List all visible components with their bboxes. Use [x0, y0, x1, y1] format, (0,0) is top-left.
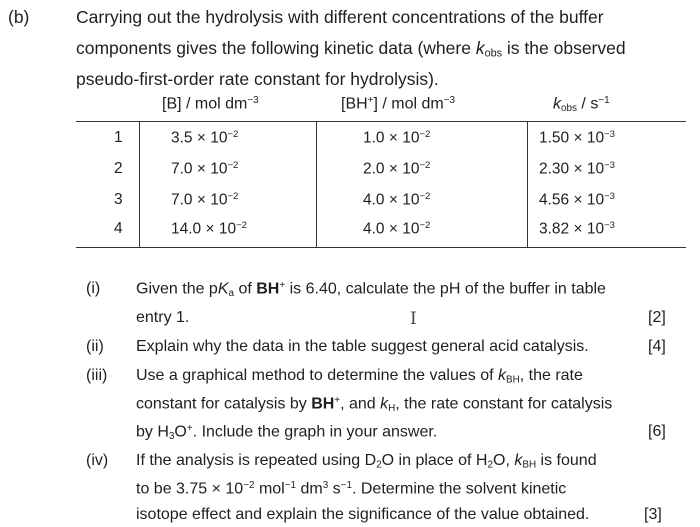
part-label: (b): [8, 7, 30, 27]
question-iv-line-3: isotope effect and explain the significance of the value obtained.: [136, 506, 590, 523]
question-i-label: (i): [86, 280, 101, 297]
table-divider-2: [316, 121, 317, 247]
table-divider-1: [139, 121, 140, 247]
question-ii-marks: [4]: [648, 338, 666, 355]
question-iv-line-1: If the analysis is repeated using $D_2O$ in place of $H_2O$, $k_{BH}$ is found: [136, 452, 597, 471]
row-1-bh: $1.0 \times 10^{-2}$: [363, 129, 431, 147]
question-i-line-1: Given the $pK_a$ of BH+ is 6.40, calculate the pH of the buffer in table: [136, 280, 606, 299]
question-iii-line-2: constant for catalysis by BH+, and $k_H$, the rate constant for catalysis: [136, 395, 613, 414]
table-divider-3: [527, 121, 528, 247]
question-iv-line-2: to be $3.75 \times 10^{-2}$ mol$^{-1}$ $dm^3$ $s^{-1}$. Determine the solvent kinetic: [136, 480, 567, 498]
question-iv-label: (iv): [86, 452, 109, 469]
row-1-k: $1.50 \times 10^{-3}$: [539, 129, 616, 147]
question-iii-line-1: Use a graphical method to determine the values of $k_{BH}$, the rate: [136, 367, 583, 386]
question-ii-label: (ii): [86, 338, 104, 355]
row-3-entry: 3: [114, 191, 123, 208]
row-2-bh: $2.0 \times 10^{-2}$: [363, 160, 431, 178]
row-2-entry: 2: [114, 160, 123, 177]
row-4-bh: $4.0 \times 10^{-2}$: [363, 220, 431, 238]
intro-line-2: components gives the following kinetic data (where $k_{obs}$ is the observed: [76, 38, 626, 60]
question-ii-line-1: Explain why the data in the table suggest general acid catalysis.: [136, 338, 589, 355]
header-b-concentration: [B] / mol $dm^{-3}$: [162, 95, 259, 113]
row-3-bh: $4.0 \times 10^{-2}$: [363, 191, 431, 209]
row-3-b: $7.0 \times 10^{-2}$: [171, 191, 239, 209]
table-bottom-rule: [76, 247, 686, 248]
row-4-b: $14.0 \times 10^{-2}$: [171, 220, 248, 238]
row-4-k: $3.82 \times 10^{-3}$: [539, 220, 616, 238]
question-i-marks: [2]: [648, 309, 666, 326]
row-2-b: $7.0 \times 10^{-2}$: [171, 160, 239, 178]
header-bh-concentration: [BH+] / mol $dm^{-3}$: [341, 95, 455, 113]
question-i-line-2: entry 1.: [136, 309, 190, 326]
intro-line-1: Carrying out the hydrolysis with different concentrations of the buffer: [76, 7, 604, 27]
question-iii-marks: [6]: [648, 423, 666, 440]
row-2-k: $2.30 \times 10^{-3}$: [539, 160, 616, 178]
text-cursor-icon: I: [410, 309, 417, 329]
row-1-b: $3.5 \times 10^{-2}$: [171, 129, 239, 147]
row-3-k: $4.56 \times 10^{-3}$: [539, 191, 616, 209]
row-1-entry: 1: [114, 129, 123, 146]
question-iii-label: (iii): [86, 367, 108, 384]
intro-line-3: pseudo-first-order rate constant for hydrolysis).: [76, 69, 439, 89]
question-iv-marks: [3]: [644, 506, 662, 523]
table-top-rule: [76, 121, 686, 122]
header-kobs: $k_{obs} / s^{-1}$: [553, 95, 610, 114]
question-iii-line-3: by $H_3O^+$. Include the graph in your answer.: [136, 423, 438, 442]
row-4-entry: 4: [114, 220, 123, 237]
